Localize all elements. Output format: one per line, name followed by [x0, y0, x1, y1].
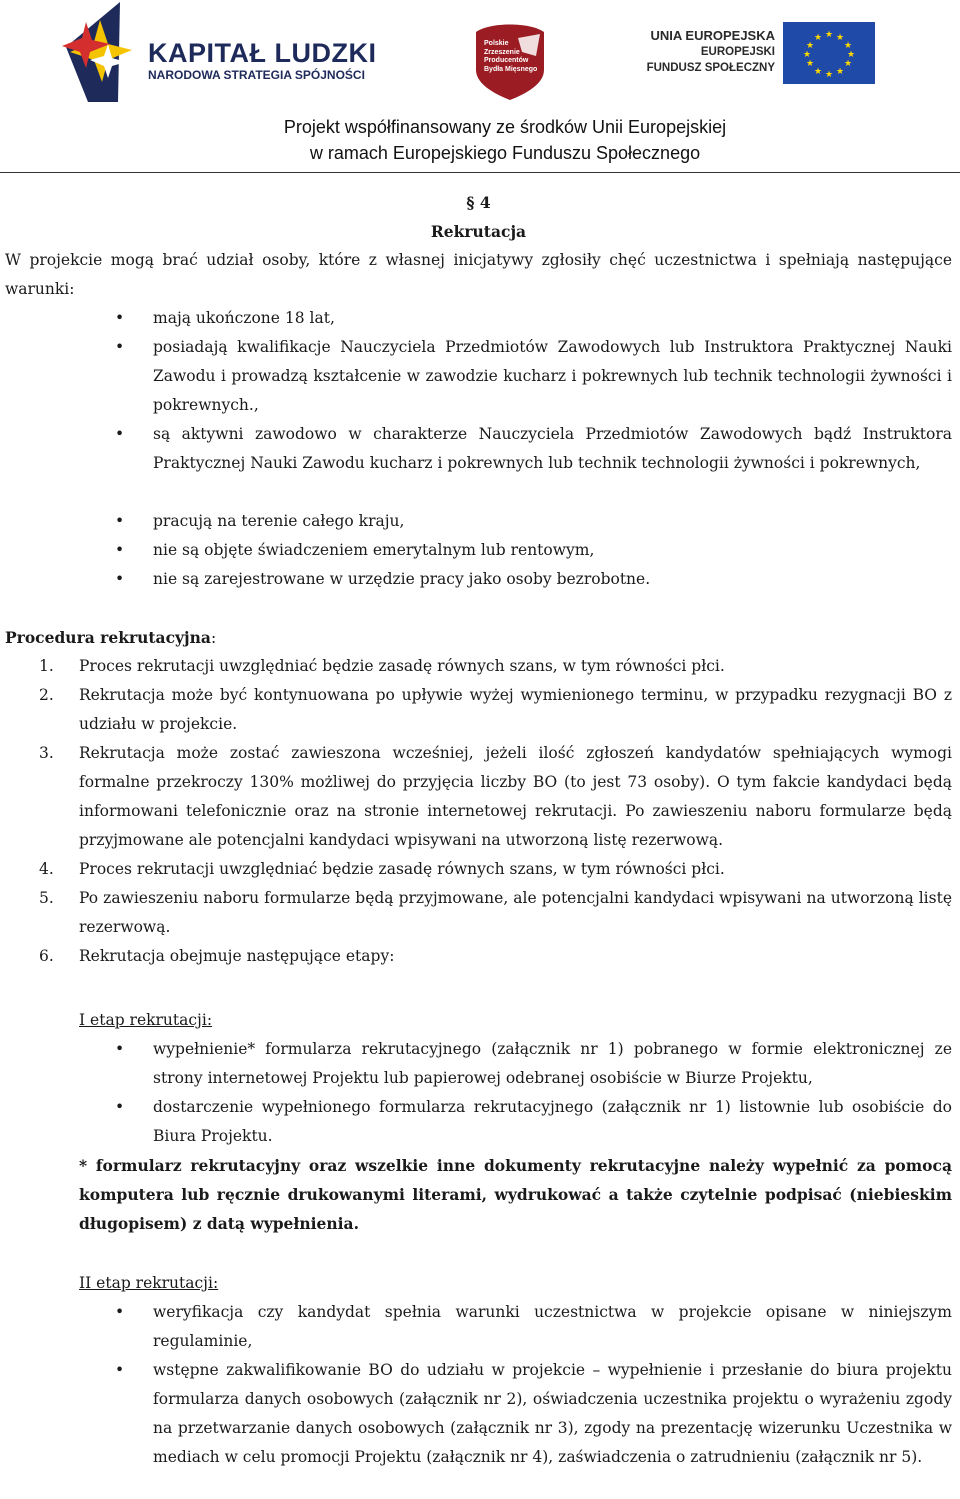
- svg-text:★: ★: [813, 33, 823, 43]
- procedure-item-number: 2.: [39, 686, 54, 704]
- condition-item: • nie są zarejestrowane w urzędzie pracy jako osoby bezrobotne.: [153, 565, 952, 594]
- project-funding-line-2: w ramach Europejskiego Funduszu Społecznego: [309, 143, 701, 163]
- procedure-item-number: 4.: [39, 860, 54, 878]
- procedure-item: [39, 942, 952, 971]
- procedure-heading-text: Procedura rekrutacyjna: [5, 628, 211, 647]
- pzhipbm-text: [484, 40, 537, 74]
- condition-item: • posiadają kwalifikacje Nauczyciela Przedmiotów Zawodowych lub Instruktora Praktycznej Nauki Zawodu i prowadzą kształcenie w zawodzie kucharz i pokrewnych lub technik technologii żywności i pokrewnych.,: [153, 333, 952, 420]
- project-funding-line-1: Projekt współfinansowany ze środków Unii Europejskiej: [283, 117, 727, 137]
- section-number: § 4: [466, 193, 491, 212]
- svg-text:★: ★: [802, 50, 812, 60]
- stage1-item: • wypełnienie* formularza rekrutacyjnego (załącznik nr 1) pobranego w formie elektronicznej ze strony internetowej Projektu lub papierowej odebranej osobiście w Biurze Projektu,: [153, 1035, 952, 1093]
- pzhipbm-line: Polskie: [484, 40, 509, 47]
- condition-item: • mają ukończone 18 lat,: [153, 304, 952, 333]
- procedure-heading: [5, 623, 952, 653]
- procedure-item: [39, 884, 952, 942]
- eu-line-3: FUNDUSZ SPOŁECZNY: [646, 62, 775, 74]
- procedure-item-text: Rekrutacja obejmuje następujące etapy:: [79, 947, 395, 965]
- procedure-item: [39, 652, 952, 681]
- eu-line-2: EUROPEJSKI: [700, 46, 775, 58]
- procedure-heading-colon: :: [210, 629, 217, 647]
- svg-text:★: ★: [813, 67, 823, 77]
- svg-text:★: ★: [835, 67, 845, 77]
- stage2-heading-text: II etap rekrutacji:: [79, 1274, 219, 1292]
- intro-paragraph: W projekcie mogą brać udział osoby, które z własnej inicjatywy zgłosiły chęć uczestnictwa i spełniają następujące warunki:: [5, 251, 952, 298]
- condition-item: • są aktywni zawodowo w charakterze Nauczyciela Przedmiotów Zawodowych bądź Instruktora Praktycznej Nauki Zawodu kucharz i pokrewnych lub technik technologii żywności i pokrewnych,: [153, 420, 952, 478]
- procedure-item: [39, 739, 952, 855]
- stage2-item: • wstępne zakwalifikowanie BO do udziału w projekcie – wypełnienie i przesłanie do biura projektu formularza danych osobowych (załącznik nr 2), oświadczenia uczestnika projektu o wyrażeniu zgody na przetwarzanie danych osobowych (załącznik nr 3), zgody na prezentację wizerunku Uczestnika w mediach w celu promocji Projektu (załącznik nr 4), zaświadczenia o zatrudnieniu (załącznik nr 5).: [153, 1356, 952, 1472]
- procedure-item-number: 1.: [39, 657, 54, 675]
- kapital-ludzki-star-icon: [60, 2, 150, 102]
- pzhipbm-line: Zrzeszenie: [484, 48, 520, 56]
- kapital-ludzki-title: KAPITAŁ LUDZKI: [148, 38, 377, 68]
- procedure-item-number: 6.: [39, 947, 54, 965]
- svg-text:★: ★: [824, 70, 834, 80]
- condition-item: • pracują na terenie całego kraju,: [153, 507, 952, 536]
- header-divider: [0, 172, 960, 173]
- stage1-heading-text: I etap rekrutacji:: [79, 1011, 213, 1029]
- condition-item: • nie są objęte świadczeniem emerytalnym lub rentowym,: [153, 536, 952, 565]
- stage1-item: • dostarczenie wypełnionego formularza rekrutacyjnego (załącznik nr 1) listownie lub osobiście do Biura Projektu.: [153, 1093, 952, 1151]
- pzhipbm-line: Bydła Mięsnego: [484, 65, 538, 73]
- kapital-ludzki-logo: [60, 2, 380, 102]
- procedure-item: [39, 681, 952, 739]
- procedure-item-text: Po zawieszeniu naboru formularze będą przyjmowane, ale potencjalni kandydaci wpisywani na utworzoną listę rezerwową.: [79, 889, 952, 936]
- svg-text:★: ★: [843, 41, 853, 51]
- procedure-item-text: Rekrutacja może być kontynuowana po upływie wyżej wymienionego terminu, w przypadku rezygnacji BO z udziału w projekcie.: [79, 686, 952, 733]
- svg-text:★: ★: [835, 33, 845, 43]
- pzhipbm-line: Producentów: [484, 57, 529, 64]
- eu-flag-icon: [783, 22, 875, 84]
- eu-line-1: UNIA EUROPEJSKA: [650, 28, 775, 43]
- procedure-item-number: 5.: [39, 889, 54, 907]
- svg-text:★: ★: [843, 59, 853, 69]
- pzhipbm-logo: [470, 22, 550, 100]
- eu-efs-logo: [645, 22, 880, 84]
- svg-text:★: ★: [824, 30, 834, 40]
- svg-text:★: ★: [805, 59, 815, 69]
- stage2-heading: [79, 1269, 952, 1298]
- svg-text:★: ★: [846, 50, 856, 60]
- procedure-item-text: Proces rekrutacji uwzględniać będzie zasadę równych szans, w tym równości płci.: [79, 657, 725, 675]
- procedure-item-number: 3.: [39, 744, 54, 762]
- procedure-item-text: Proces rekrutacji uwzględniać będzie zasadę równych szans, w tym równości płci.: [79, 860, 725, 878]
- svg-text:★: ★: [805, 41, 815, 51]
- section-title: Rekrutacja: [430, 222, 527, 241]
- kapital-ludzki-subtitle: NARODOWA STRATEGIA SPÓJNOŚCI: [148, 68, 365, 82]
- page-header: [0, 0, 960, 174]
- stage2-item: • weryfikacja czy kandydat spełnia warunki uczestnictwa w projekcie opisane w niniejszym regulaminie,: [153, 1298, 952, 1356]
- procedure-item-text: Rekrutacja może zostać zawieszona wcześniej, jeżeli ilość zgłoszeń kandydatów spełniających wymogi formalne przekroczy 130% możliwej do przyjęcia liczby BO (to jest 73 osoby). O tym fakcie kandydaci będą informowani telefonicznie oraz na stronie internetowej rekrutacji. Po zawieszeniu naboru formularze będą przyjmowane ale potencjalni kandydaci wpisywani na utworzoną listę rezerwową.: [79, 744, 952, 849]
- stage1-heading: [79, 1006, 952, 1035]
- procedure-item: [39, 855, 952, 884]
- footnote: * formularz rekrutacyjny oraz wszelkie inne dokumenty rekrutacyjne należy wypełnić za pomocą komputera lub ręcznie drukowanymi literami, wydrukować a także czytelnie podpisać (niebieskim długopisem) z datą wypełnienia.: [79, 1156, 952, 1233]
